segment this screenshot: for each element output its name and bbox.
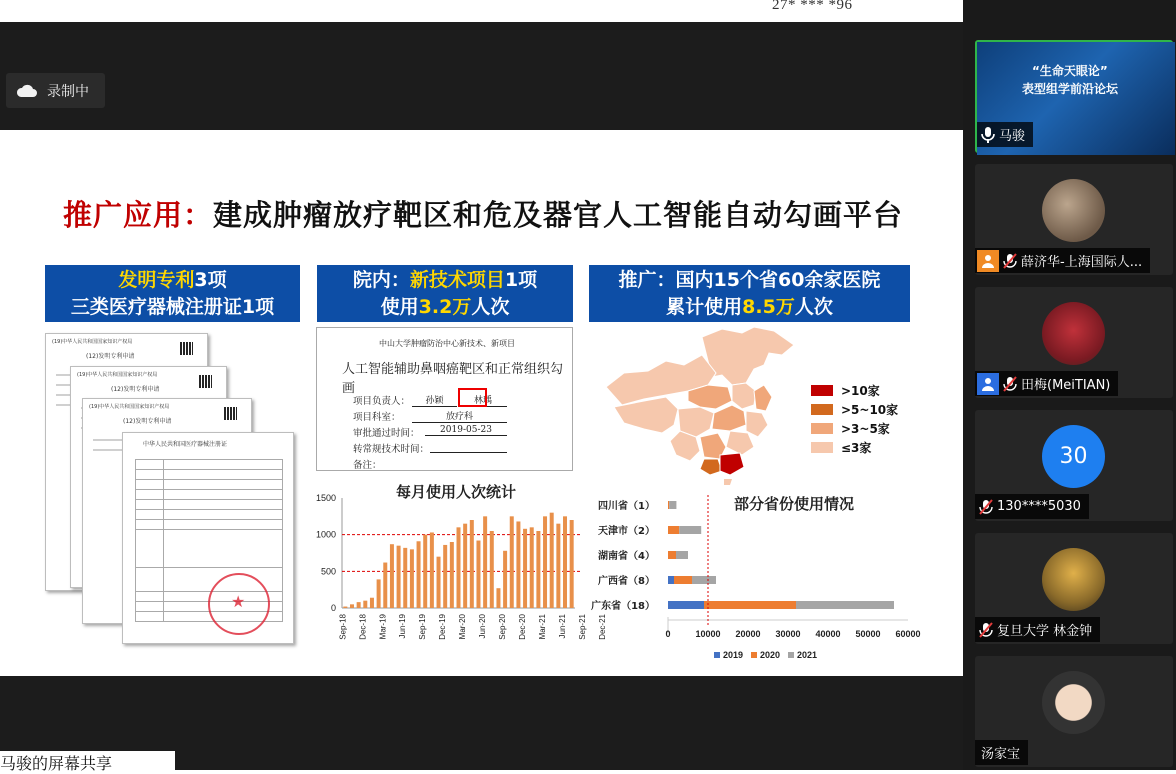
banner2-line2-a: 使用 [380,296,419,318]
x-tick-label: Mar-21 [538,614,548,640]
x-tick-label: Dec-19 [438,614,448,640]
bar [563,516,567,608]
avatar [1042,179,1105,242]
category-label: 广东省（18） [591,601,655,612]
x-tick-label: Sep-19 [418,614,428,640]
x-tick-label: Jun-21 [558,614,568,639]
slide-title-prefix: 推广应用： [63,198,214,232]
project-doc-header: 中山大学肿瘤防治中心新技术、新项目 [379,339,515,348]
banner1-highlight: 发明专利 [118,269,195,291]
bar [510,516,514,608]
bar [550,513,554,608]
category-label: 广西省（8） [598,576,655,587]
participant-namebar-2 [975,248,1150,273]
bar [343,607,347,608]
bar [417,541,421,608]
patent-doc-1-title: (12)发明专利申请 [86,353,135,360]
y-tick-label: 0 [330,603,336,613]
legend-label: 2019 [723,650,744,660]
x-tick-label: 20000 [735,629,761,639]
screen-share-label: 马骏的屏幕共享 [0,754,113,773]
legend-label-1: >10家 [841,384,880,398]
participant-namebar-1 [977,122,1033,147]
bar-segment-2020 [668,526,679,534]
category-label: 四川省（1） [598,501,655,512]
x-tick-label: Dec-21 [597,614,607,640]
x-tick-label: 60000 [895,629,921,639]
province-chart-title: 部分省份使用情况 [734,495,855,513]
approve-label: 审批通过时间： [353,428,420,439]
qr-code-icon [180,342,193,355]
x-tick-label: Jun-19 [398,614,408,639]
patent-doc-2-header: (19)中华人民共和国国家知识产权局 [77,372,158,378]
banner-promotion [589,265,910,322]
patent-doc-1-header: (19)中华人民共和国国家知识产权局 [52,339,133,345]
bar [377,579,381,608]
legend-swatch-2 [811,404,833,415]
bar-segment-2021 [679,526,701,534]
qr-code-icon [224,407,237,420]
legend-swatch [751,652,757,658]
x-tick-label: 30000 [775,629,801,639]
participant-name-5: 复旦大学 林金钟 [997,624,1093,639]
bar-segment-2020 [668,551,676,559]
x-tick-label: 40000 [815,629,841,639]
category-label: 湖南省（4） [598,551,655,562]
participant-tile-5[interactable] [975,533,1173,644]
participant-tile-6[interactable] [975,656,1173,767]
x-tick-label: Mar-20 [458,614,468,640]
top-bar [0,0,963,22]
participant-tile-3[interactable] [975,287,1173,398]
bar [403,548,407,608]
x-tick-label: 10000 [695,629,721,639]
participant-tile-2[interactable] [975,164,1173,275]
participant-name-4: 130****5030 [997,499,1081,514]
x-tick-label: Mar-19 [378,614,388,640]
x-tick-label: Sep-18 [338,614,348,640]
bar [410,549,414,608]
mic-muted-icon [999,250,1021,272]
y-tick-label: 500 [320,566,336,577]
recording-indicator[interactable] [6,73,105,108]
x-tick-label: Dec-18 [358,614,368,640]
bar [457,527,461,608]
participant-name-1: 马骏 [999,129,1026,144]
x-tick-label: Sep-20 [498,614,508,640]
avatar [1042,302,1105,365]
bar [397,546,401,608]
legend-swatch [714,652,720,658]
avatar [1042,671,1105,734]
mic-muted-icon [999,373,1021,395]
slide-title [63,193,903,234]
recording-label: 录制中 [47,83,89,100]
device-registration-certificate [122,432,294,644]
participant-namebar-6 [975,740,1028,765]
banner3-line2-c: 人次 [794,296,833,318]
banner3-line2-a: 累计使用 [666,296,743,318]
avatar: 30 [1042,425,1105,488]
banner3-line1: 推广：国内15个省60余家医院 [618,269,881,291]
cloud-icon [16,83,38,99]
thumbnail-line1: “生命天眼论” [1032,64,1108,78]
x-tick-label: 0 [665,629,671,639]
participant-name-2: 薛济华-上海国际人... [1021,255,1143,270]
y-tick-label: 1500 [315,493,336,503]
dept-label: 项目科室： [353,412,401,423]
legend-label-2: >5~10家 [841,403,899,417]
legend-label-3: >3~5家 [841,422,890,436]
bar [350,604,354,608]
bar [536,531,540,608]
bar-segment-2020 [674,576,692,584]
bar [556,524,560,608]
category-label: 天津市（2） [598,526,655,537]
bar-segment-2019 [668,576,674,584]
bar [570,520,574,608]
monthly-chart-title: 每月使用人次统计 [396,483,517,501]
x-tick-label: Sep-21 [577,614,587,640]
banner2-prefix: 院内： [352,269,410,291]
legend-swatch-4 [811,442,833,453]
bar-segment-2021 [669,501,676,509]
bar [516,521,520,608]
participant-namebar-3 [975,371,1118,396]
bar [476,541,480,608]
project-approval-doc [316,327,573,471]
note-label: 备注： [353,460,382,471]
banner2-count: 1项 [504,269,538,291]
province-usage-chart [591,495,931,665]
bar-segment-2020 [668,501,669,509]
leader-value-1: 孙颖 [412,393,457,407]
monthly-usage-chart [300,490,607,650]
bar [390,544,394,608]
x-tick-label: 50000 [855,629,881,639]
banner-patents [45,265,300,322]
red-stamp-icon [208,573,270,635]
x-tick-label: Dec-20 [518,614,528,640]
bar [530,527,534,608]
presentation-slide [0,130,963,676]
peer-number: 27* *** *96 [772,0,853,13]
legend-label: 2021 [797,650,818,660]
patent-doc-2-title: (12)发明专利申请 [111,386,160,393]
routine-value [430,441,507,453]
bar [503,551,507,608]
slide-title-text: 建成肿瘤放疗靶区和危及器官人工智能自动勾画平台 [213,198,904,232]
bar [357,602,361,608]
dept-value: 放疗科 [412,409,507,423]
mic-muted-icon [975,496,997,518]
bar [383,563,387,608]
bar [490,531,494,608]
bar [463,524,467,608]
legend-label-4: ≤3家 [841,441,872,455]
avatar [1042,548,1105,611]
legend-swatch-3 [811,423,833,434]
banner2-line2-c: 人次 [471,296,510,318]
legend-label: 2020 [760,650,781,660]
leader-value-2: 林瑀 [459,393,507,407]
bar [450,542,454,608]
banner2-highlight: 新技术项目 [409,269,505,291]
x-tick-label: Jun-20 [478,614,488,639]
legend-swatch-1 [811,385,833,396]
bar-segment-2019 [668,601,704,609]
bar [523,529,527,608]
bar [483,516,487,608]
banner-hospital [317,265,573,322]
banner1-count: 3项 [194,269,227,291]
bar [437,557,441,608]
participant-namebar-5 [975,617,1100,642]
participant-tile-4[interactable] [975,410,1173,521]
bar [443,545,447,608]
bar-segment-2020 [704,601,796,609]
participant-name-3: 田梅(MeiTIAN) [1021,378,1111,393]
banner2-line2-value: 3.2万 [418,296,472,318]
bar [423,535,427,608]
participant-namebar-4 [975,494,1089,519]
project-doc-title: 人工智能辅助鼻咽癌靶区和正常组织勾画 [342,362,564,396]
banner3-line2-value: 8.5万 [742,296,795,318]
y-tick-label: 1000 [315,529,336,540]
bar [363,601,367,608]
patent-doc-3-title: (12)发明专利申请 [123,418,172,425]
mic-muted-icon [975,619,997,641]
user-icon [977,250,999,272]
screen-share-label-bar[interactable] [0,751,175,773]
bar [470,520,474,608]
qr-code-icon [199,375,212,388]
bar [430,532,434,608]
bar-segment-2021 [796,601,894,609]
banner1-line2: 三类医疗器械注册证1项 [70,296,275,318]
user-icon [977,373,999,395]
thumbnail-line2: 表型组学前沿论坛 [1022,82,1119,96]
legend-swatch [788,652,794,658]
routine-label: 转常规技术时间： [353,444,430,455]
bar [370,598,374,608]
bar [543,516,547,608]
approve-value: 2019-05-23 [425,425,507,436]
leader-label: 项目负责人： [353,396,411,407]
participant-tile-1[interactable] [975,40,1173,153]
certificate-title: 中华人民共和国医疗器械注册证 [143,441,228,448]
highlight-box [458,388,487,407]
china-map [604,325,809,487]
bar-segment-2021 [692,576,716,584]
microphone-icon [977,124,999,146]
bar-segment-2021 [676,551,688,559]
participant-name-6: 汤家宝 [981,747,1021,762]
patent-doc-3-header: (19)中华人民共和国国家知识产权局 [89,404,170,410]
bar [496,588,500,608]
